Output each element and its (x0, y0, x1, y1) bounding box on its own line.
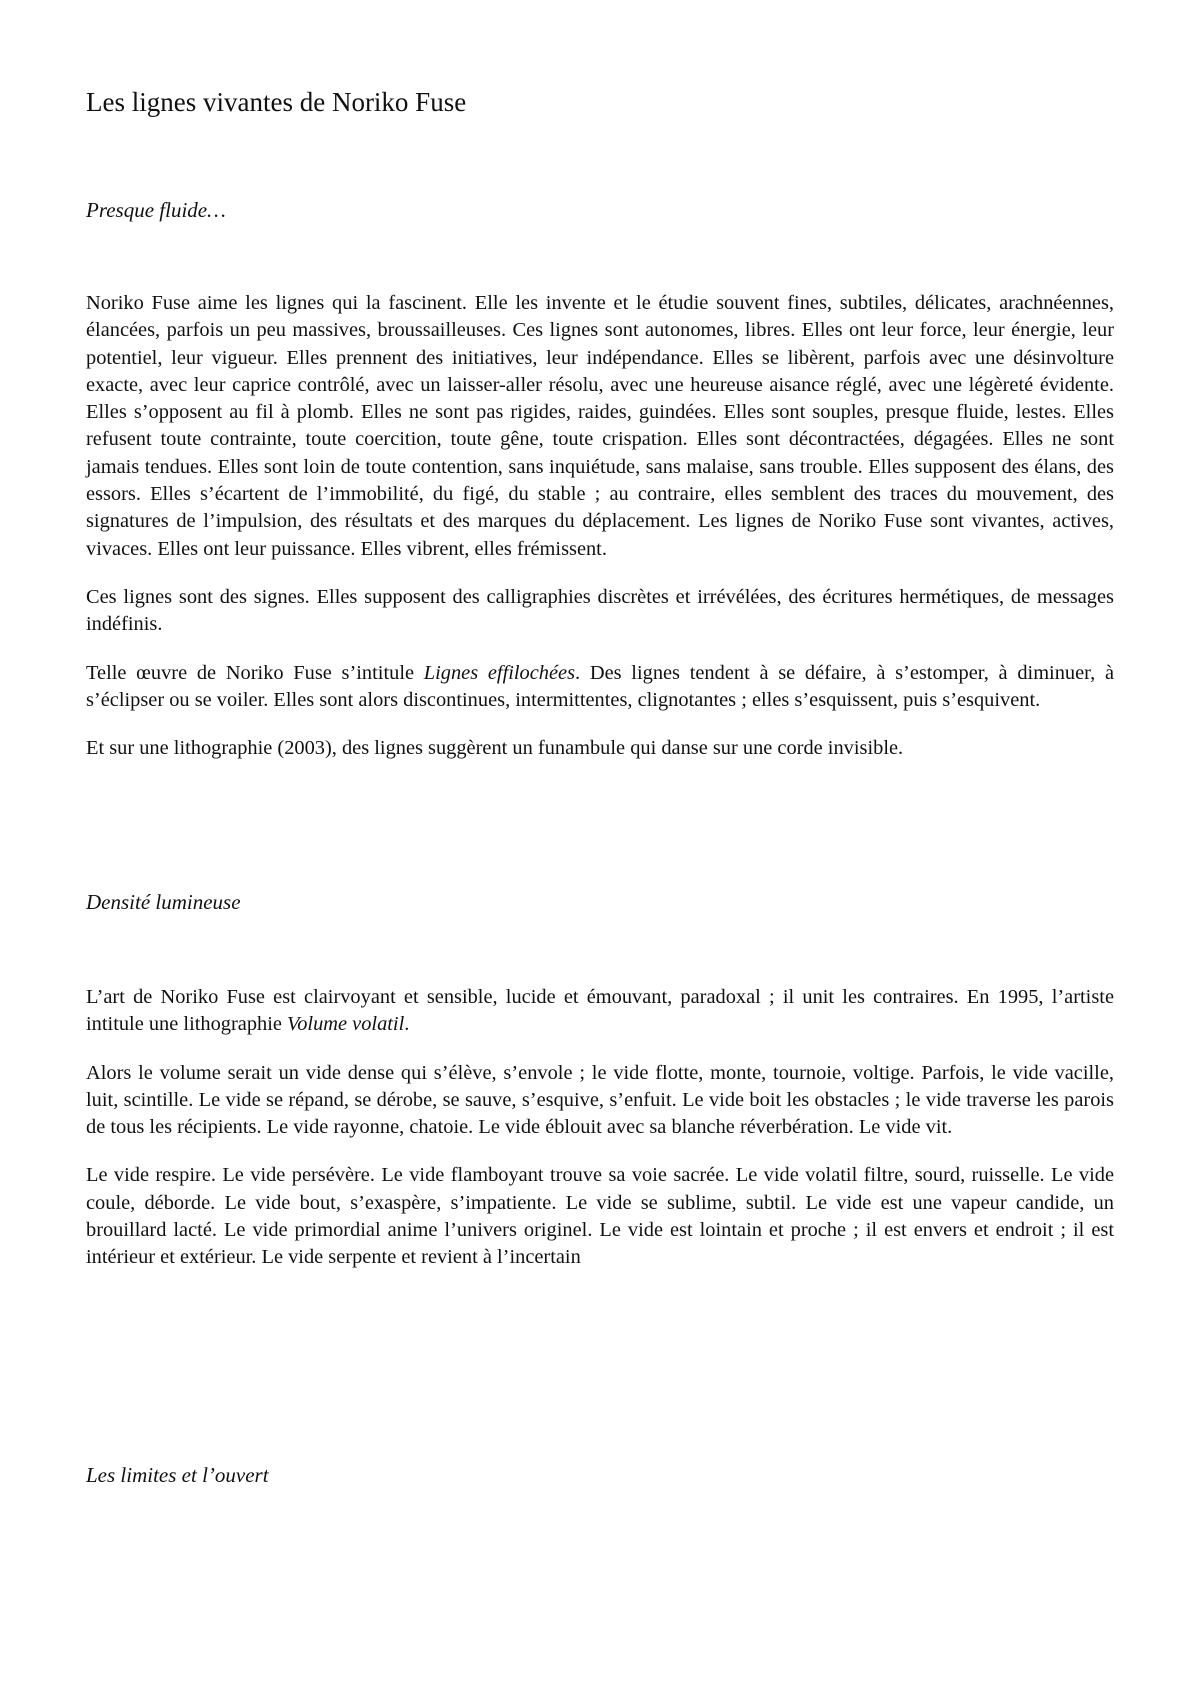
artwork-title: Volume volatil (287, 1013, 405, 1036)
section-body-densite-lumineuse (86, 984, 1114, 1293)
paragraph: Noriko Fuse aime les lignes qui la fascinent. Elle les invente et le étudie souvent fines, subtiles, délicates, arachnéennes, élancées, parfois un peu massives, broussailleuses. Ces lignes sont autonomes, libres. Elles ont leur force, leur énergie, leur potentiel, leur vigueur. Elles prennent des initiatives, leur indépendance. Elles se libèrent, parfois avec une désinvolture exacte, avec leur caprice contrôlé, avec un laisser-aller résolu, avec une heureuse aisance réglé, avec une légèreté évidente. Elles s’opposent au fil à plomb. Elles ne sont pas rigides, raides, guindées. Elles sont souples, presque fluide, lestes. Elles refusent toute contrainte, toute coercition, toute gêne, toute crispation. Elles sont décontractées, dégagées. Elles ne sont jamais tendues. Elles sont loin de toute contention, sans inquiétude, sans malaise, sans trouble. Elles supposent des élans, des essors. Elles s’écartent de l’immobilité, du figé, du stable ; au contraire, elles semblent des traces du mouvement, des signatures de l’impulsion, des résultats et des marques du déplacement. Les lignes de Noriko Fuse sont vivantes, actives, vivaces. Elles ont leur puissance. Elles vibrent, elles frémissent. (86, 292, 1114, 560)
section-heading-les-limites: Les limites et l’ouvert (86, 1463, 269, 1487)
paragraph: Le vide respire. Le vide persévère. Le vide flamboyant trouve sa voie sacrée. Le vide volatil filtre, sourd, ruisselle. Le vide coule, déborde. Le vide bout, s’exaspère, s’impatiente. Le vide se sublime, subtil. Le vide est une vapeur candide, un brouillard lacté. Le vide primordial anime l’univers originel. Le vide est lointain et proche ; il est envers et endroit ; il est intérieur et extérieur. Le vide serpente et revient à l’incertain (86, 1164, 1114, 1269)
paragraph (86, 660, 1114, 715)
section-heading-densite-lumineuse: Densité lumineuse (86, 890, 241, 914)
paragraph-text: . (404, 1013, 410, 1036)
document-title: Les lignes vivantes de Noriko Fuse (86, 87, 467, 117)
artwork-title: Lignes effilochées (423, 661, 576, 684)
paragraph (86, 984, 1114, 1039)
paragraph: Et sur une lithographie (2003), des lignes suggèrent un funambule qui danse sur une corde invisible. (86, 737, 904, 760)
paragraph-text: . Des lignes tendent à se défaire, à s’estomper, à diminuer, à s’éclipser ou se voiler. Elles sont alors discontinues, intermittentes, clignotantes ; elles s’esquissent, puis s’esquivent. (86, 661, 1114, 711)
section-body-presque-fluide (86, 290, 1114, 783)
section-heading-presque-fluide: Presque fluide… (86, 198, 226, 222)
paragraph: Alors le volume serait un vide dense qui s’élève, s’envole ; le vide flotte, monte, tournoie, voltige. Parfois, le vide vacille, luit, scintille. Le vide se répand, se dérobe, se sauve, s’esquive, s’enfuit. Le vide boit les obstacles ; le vide traverse les parois de tous les récipients. Le vide rayonne, chatoie. Le vide éblouit avec sa blanche réverbération. Le vide vit. (86, 1061, 1114, 1139)
paragraph-text: Telle œuvre de Noriko Fuse s’intitule (86, 661, 424, 684)
paragraph-text: L’art de Noriko Fuse est clairvoyant et sensible, lucide et émouvant, paradoxal ; il unit les contraires. En 1995, l’artiste intitule une lithographie (86, 986, 1114, 1036)
paragraph: Ces lignes sont des signes. Elles supposent des calligraphies discrètes et irrévélées, des écritures hermétiques, de messages indéfinis. (86, 585, 1114, 636)
